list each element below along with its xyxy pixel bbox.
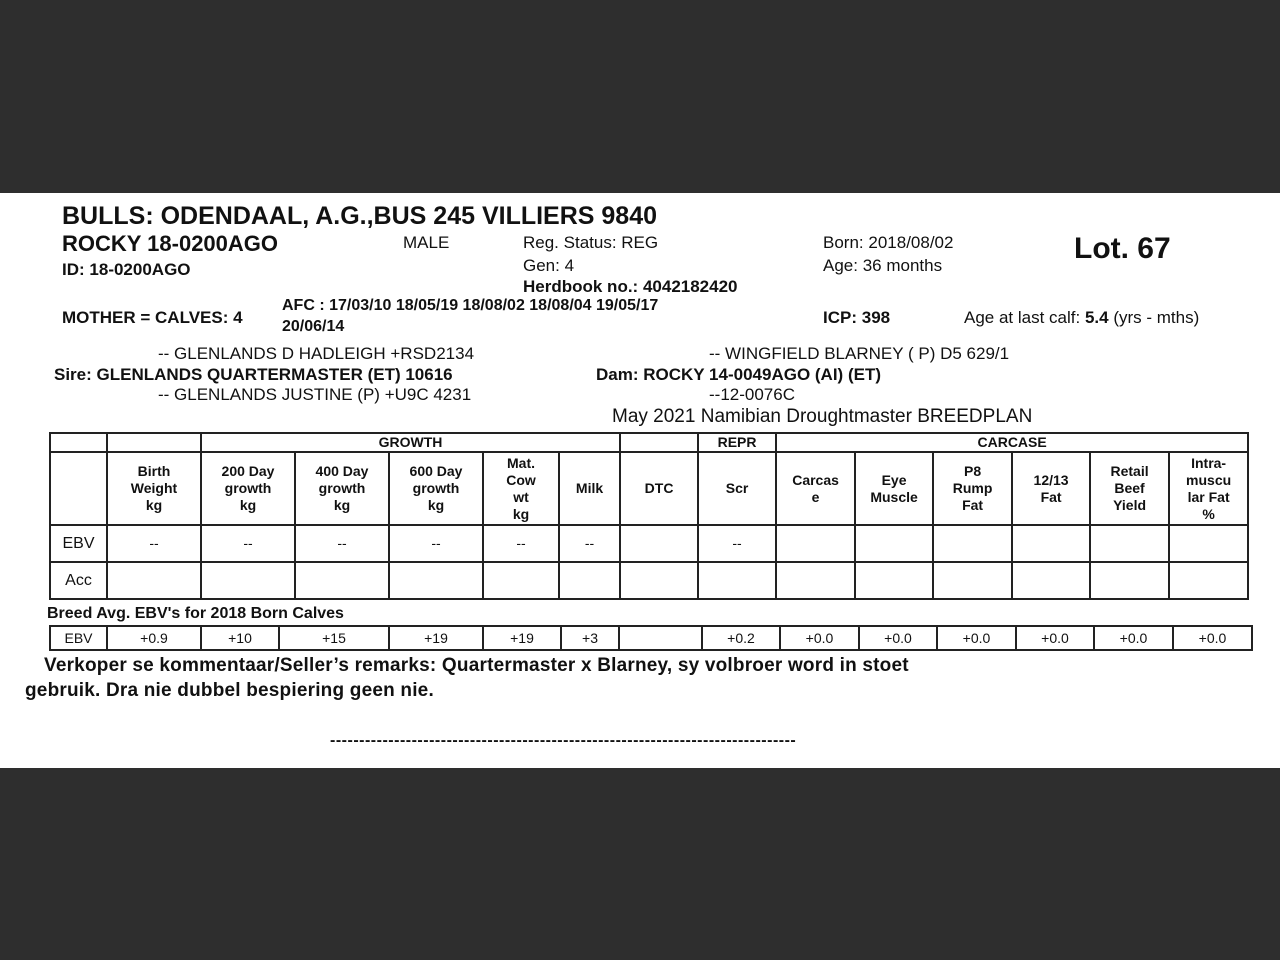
age-last-calf-value: 5.4: [1084, 308, 1109, 327]
column-header-12: [1090, 452, 1169, 525]
breed-avg-title: Breed Avg. EBV's for 2018 Born Calves: [47, 605, 344, 622]
column-header-0: [107, 452, 201, 525]
ebv-cell: [1169, 525, 1248, 562]
column-header-text: kg: [145, 497, 163, 513]
dam-value: ROCKY 14-0049AGO (AI) (ET): [643, 365, 881, 384]
breed-avg-cell: +0.0: [1094, 626, 1173, 650]
remarks-line-2: gebruik. Dra nie dubbel bespiering geen nie.: [25, 680, 434, 701]
column-header-text: 200 Day: [221, 463, 275, 479]
age-value: 36 months: [862, 256, 943, 275]
sire-dam: -- GLENLANDS JUSTINE (P) +U9C 4231: [158, 385, 472, 404]
reg-status: Reg. Status: REG: [523, 233, 659, 252]
lot-sheet: [0, 193, 1280, 768]
herdbook: [523, 278, 738, 295]
age-last-calf-unit: (yrs - mths): [1113, 308, 1200, 327]
generation: Gen: 4: [523, 256, 575, 275]
sire-sire: -- GLENLANDS D HADLEIGH +RSD2134: [158, 344, 475, 363]
breed-avg-label: EBV: [50, 626, 107, 650]
column-header-text: Carcas: [792, 471, 839, 488]
breed-avg-cell: +0.0: [1173, 626, 1252, 650]
column-header-text: Fat: [1040, 488, 1062, 505]
ebv-row-label: EBV: [50, 525, 107, 562]
breed-avg-cell: +0.0: [780, 626, 859, 650]
column-header-text: growth: [318, 480, 366, 496]
acc-row-label: Acc: [50, 562, 107, 599]
column-header-text: lar Fat: [1187, 488, 1230, 505]
animal-id: [62, 261, 191, 278]
acc-cell: [559, 562, 620, 599]
column-header-text: kg: [427, 497, 445, 513]
column-header-4: [483, 452, 559, 525]
dam: [596, 366, 881, 383]
column-header-text: wt: [513, 488, 529, 505]
born-value: 2018/08/02: [868, 233, 954, 252]
lot-number: Lot. 67: [1074, 232, 1171, 265]
breed-avg-cell: +0.0: [1016, 626, 1094, 650]
ebv-cell: [933, 525, 1012, 562]
acc-cell: [201, 562, 295, 599]
acc-cell: [295, 562, 389, 599]
animal-name: ROCKY 18-0200AGO: [62, 231, 279, 256]
column-header-text: growth: [412, 480, 460, 496]
age-last-calf-label: Age at last calf:: [964, 308, 1081, 327]
column-header-text: Weight: [130, 480, 178, 496]
calves-value: 4: [233, 308, 243, 327]
icp-label: ICP:: [823, 308, 857, 327]
column-header-9: [855, 452, 933, 525]
breed-avg-cell: +19: [483, 626, 561, 650]
ebv-cell: --: [559, 525, 620, 562]
age: [823, 257, 942, 274]
ebv-cell: --: [295, 525, 389, 562]
group-growth: GROWTH: [201, 433, 620, 452]
dam-dam: --12-0076C: [709, 385, 795, 404]
column-header-text: 400 Day: [315, 463, 369, 479]
column-header-text: Mat.: [507, 454, 535, 471]
acc-cell: [620, 562, 698, 599]
ebv-cell: [1012, 525, 1090, 562]
acc-cell: [1012, 562, 1090, 599]
ebv-cell: --: [389, 525, 483, 562]
ebv-row: [50, 525, 1248, 562]
column-header-text: Milk: [575, 480, 604, 496]
calves-label: MOTHER = CALVES:: [62, 308, 229, 327]
sex: MALE: [403, 233, 450, 252]
group-blank-birth: [107, 433, 201, 452]
age-label: Age:: [823, 256, 858, 275]
ebv-cell: --: [698, 525, 776, 562]
acc-cell: [698, 562, 776, 599]
id-value: 18-0200AGO: [89, 260, 191, 279]
column-header-text: Beef: [1114, 480, 1145, 496]
ebv-cell: [1090, 525, 1169, 562]
breed-avg-cell: +0.2: [702, 626, 780, 650]
breed-avg-cell: +15: [279, 626, 389, 650]
column-header-text: Cow: [506, 471, 536, 488]
id-label: ID:: [62, 260, 85, 279]
column-header-text: kg: [333, 497, 351, 513]
acc-row: [50, 562, 1248, 599]
column-header-text: kg: [512, 505, 530, 522]
age-last-calf: [964, 309, 1199, 326]
column-header-text: Eye: [881, 471, 907, 488]
sire-value: GLENLANDS QUARTERMASTER (ET) 10616: [96, 365, 453, 384]
ebv-cell: [855, 525, 933, 562]
column-header-text: Fat: [962, 497, 984, 513]
column-header-blank: [50, 452, 107, 525]
column-header-5: [559, 452, 620, 525]
acc-cell: [1169, 562, 1248, 599]
column-header-text: Scr: [725, 480, 749, 496]
column-header-13: [1169, 452, 1248, 525]
ebv-cell: --: [201, 525, 295, 562]
breedplan-title: May 2021 Namibian Droughtmaster BREEDPLAN: [612, 406, 1033, 427]
column-header-3: [389, 452, 483, 525]
acc-cell: [389, 562, 483, 599]
acc-cell: [107, 562, 201, 599]
column-header-text: e: [811, 488, 820, 505]
group-repr: REPR: [698, 433, 776, 452]
column-header-text: 600 Day: [409, 463, 463, 479]
group-carcase: CARCASE: [776, 433, 1248, 452]
column-header-text: Yield: [1113, 497, 1147, 513]
group-blank-label: [50, 433, 107, 452]
dam-sire: -- WINGFIELD BLARNEY ( P) D5 629/1: [709, 344, 1010, 363]
breed-avg-cell: +0.9: [107, 626, 201, 650]
acc-cell: [483, 562, 559, 599]
acc-cell: [933, 562, 1012, 599]
breed-avg-cell: +19: [389, 626, 483, 650]
breed-avg-cell: +3: [561, 626, 619, 650]
afc-line-2: 20/06/14: [282, 318, 345, 335]
breed-avg-cell: +10: [201, 626, 279, 650]
afc-line-1: AFC : 17/03/10 18/05/19 18/08/02 18/08/04 19/05/17: [282, 297, 659, 314]
sire: [54, 366, 453, 383]
breed-avg-cell: +0.0: [859, 626, 937, 650]
breed-avg-cell: [619, 626, 702, 650]
column-header-8: [776, 452, 855, 525]
column-header-text: Muscle: [870, 488, 918, 505]
ebv-cell: [776, 525, 855, 562]
acc-cell: [776, 562, 855, 599]
column-header-text: 12/13: [1033, 471, 1069, 488]
column-header-text: Birth: [137, 463, 171, 479]
breed-avg-table: [49, 625, 1253, 651]
herdbook-label: Herdbook no.:: [523, 277, 639, 296]
born: [823, 234, 953, 251]
column-header-7: [698, 452, 776, 525]
ebv-cell: --: [483, 525, 559, 562]
ebv-cell: [620, 525, 698, 562]
column-header-text: Rump: [952, 480, 993, 496]
acc-cell: [855, 562, 933, 599]
icp-value: 398: [861, 308, 891, 327]
herdbook-value: 4042182420: [642, 277, 738, 296]
column-header-11: [1012, 452, 1090, 525]
column-header-6: [620, 452, 698, 525]
column-header-row: [50, 452, 1248, 525]
column-header-10: [933, 452, 1012, 525]
ebv-table: [49, 432, 1249, 600]
bulls-line: BULLS: ODENDAAL, A.G.,BUS 245 VILLIERS 9840: [62, 202, 658, 230]
column-header-text: growth: [224, 480, 272, 496]
acc-cell: [1090, 562, 1169, 599]
column-header-text: %: [1202, 505, 1215, 522]
group-header-row: [50, 433, 1248, 452]
remarks-line-1: Verkoper se kommentaar/Seller’s remarks: Quartermaster x Blarney, sy volbroer word in stoet: [44, 655, 909, 676]
ebv-cell: --: [107, 525, 201, 562]
column-header-text: kg: [239, 497, 257, 513]
column-header-text: muscu: [1186, 471, 1232, 488]
sire-label: Sire:: [54, 365, 92, 384]
column-header-text: Retail: [1110, 463, 1149, 479]
group-blank-dtc: [620, 433, 698, 452]
breed-avg-row: [50, 626, 1252, 650]
column-header-text: DTC: [644, 480, 674, 496]
column-header-2: [295, 452, 389, 525]
separator-line: --------------------------------------------------------------------------------: [330, 732, 797, 749]
icp: [823, 309, 890, 326]
breed-avg-cell: +0.0: [937, 626, 1016, 650]
column-header-text: P8: [964, 463, 982, 479]
dam-label: Dam:: [596, 365, 639, 384]
mother-calves: [62, 309, 243, 326]
column-header-1: [201, 452, 295, 525]
column-header-text: Intra-: [1191, 454, 1227, 471]
born-label: Born:: [823, 233, 864, 252]
